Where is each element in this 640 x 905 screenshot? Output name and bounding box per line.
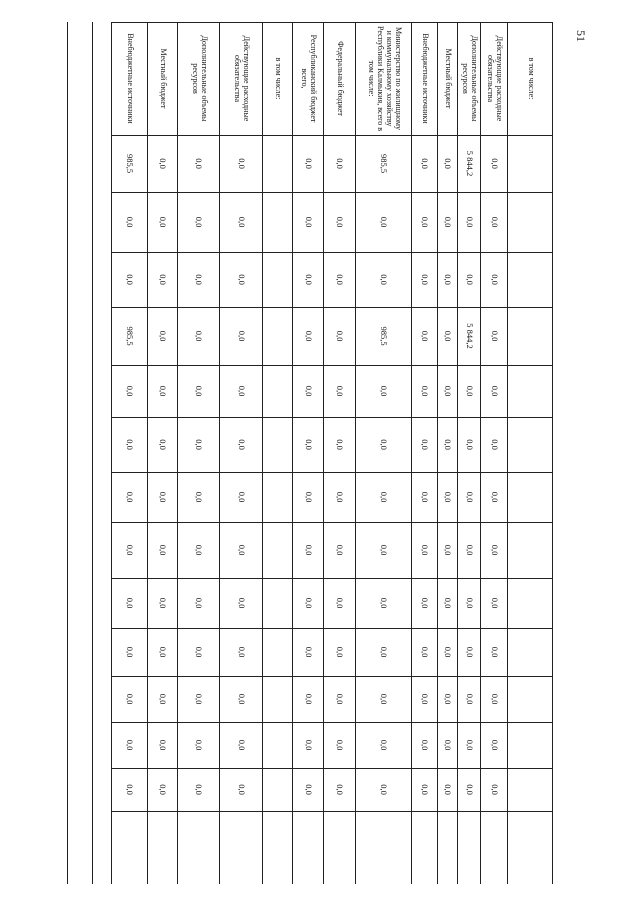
table-cell: 0,0 (236, 330, 247, 342)
table-edge-line (92, 22, 93, 884)
table-cell: 0,0 (335, 784, 346, 795)
table-cell: 0,0 (420, 330, 431, 342)
table-cell: 0,0 (303, 739, 314, 751)
table-cell: 0,0 (158, 274, 169, 285)
table-cell: 0,0 (420, 597, 431, 609)
row-label: Внебюджетные источники (421, 33, 431, 124)
table-cell: 0,0 (443, 385, 454, 397)
table-cell: 0,0 (125, 544, 136, 556)
table-cell: 0,0 (335, 216, 346, 228)
table-cell: 0,0 (335, 646, 346, 658)
table-cell: 0,0 (443, 693, 454, 705)
row-label: Местный бюджет (444, 48, 454, 109)
table-cell: 0,0 (464, 597, 475, 609)
table-cell: 0,0 (158, 544, 169, 556)
table-cell: 985,5 (125, 326, 136, 346)
table-cell: 0,0 (236, 158, 247, 169)
table-cell: 0,0 (236, 693, 247, 705)
table-cell: 0,0 (443, 491, 454, 503)
table-cell: 0,0 (335, 739, 346, 751)
table-cell: 0,0 (420, 158, 431, 169)
table-cell: 0,0 (379, 646, 390, 658)
row-label: Местный бюджет (159, 48, 169, 109)
table-cell: 0,0 (443, 739, 454, 751)
table-cell: 0,0 (194, 491, 205, 503)
table-cell: 0,0 (194, 274, 205, 285)
table-cell: 0,0 (158, 739, 169, 751)
table-cell: 0,0 (379, 439, 390, 450)
table-cell: 0,0 (379, 693, 390, 705)
table-cell: 0,0 (236, 597, 247, 609)
table-cell: 0,0 (125, 597, 136, 609)
table-cell: 0,0 (303, 385, 314, 397)
row-label: Внебюджетные источники (126, 33, 136, 124)
table-cell: 0,0 (236, 216, 247, 228)
table-cell: 0,0 (303, 597, 314, 609)
table-cell: 5 844,2 (464, 150, 475, 177)
table-cell: 0,0 (194, 439, 205, 450)
row-label: в том числе: (274, 57, 284, 100)
table-cell: 0,0 (236, 274, 247, 285)
table-cell: 0,0 (489, 385, 500, 397)
table-cell: 0,0 (125, 274, 136, 285)
table-cell: 0,0 (420, 544, 431, 556)
table-cell: 0,0 (335, 693, 346, 705)
table-cell: 0,0 (489, 784, 500, 795)
table-cell: 0,0 (194, 330, 205, 342)
table-cell: 0,0 (303, 491, 314, 503)
budget-table (67, 22, 553, 884)
table-cell: 0,0 (489, 739, 500, 751)
table-row-line (552, 22, 553, 884)
table-cell: 0,0 (379, 784, 390, 795)
table-cell: 0,0 (303, 646, 314, 658)
table-cell: 0,0 (194, 597, 205, 609)
table-cell: 0,0 (489, 597, 500, 609)
table-cell: 0,0 (443, 439, 454, 450)
table-cell: 0,0 (420, 385, 431, 397)
table-cell: 0,0 (303, 784, 314, 795)
table-cell: 0,0 (125, 784, 136, 795)
table-cell: 0,0 (303, 693, 314, 705)
table-cell: 0,0 (303, 544, 314, 556)
table-cell: 0,0 (194, 784, 205, 795)
table-cell: 0,0 (158, 693, 169, 705)
table-cell: 0,0 (303, 158, 314, 169)
table-cell: 0,0 (464, 784, 475, 795)
table-cell: 0,0 (158, 491, 169, 503)
table-cell: 0,0 (443, 274, 454, 285)
table-cell: 0,0 (379, 491, 390, 503)
row-label: Действующие расходные обязательства (486, 35, 505, 122)
table-cell: 0,0 (489, 330, 500, 342)
table-cell: 0,0 (443, 216, 454, 228)
table-cell: 0,0 (125, 693, 136, 705)
table-cell: 0,0 (335, 439, 346, 450)
table-cell: 0,0 (420, 739, 431, 751)
row-label: Федеральный бюджет (336, 41, 346, 116)
table-cell: 0,0 (379, 544, 390, 556)
table-cell: 0,0 (236, 544, 247, 556)
table-cell: 0,0 (464, 385, 475, 397)
table-column-line (112, 811, 553, 812)
table-cell: 0,0 (489, 216, 500, 228)
table-cell: 0,0 (335, 330, 346, 342)
table-cell: 0,0 (420, 274, 431, 285)
table-cell: 0,0 (489, 491, 500, 503)
table-cell: 0,0 (379, 597, 390, 609)
table-cell: 0,0 (420, 216, 431, 228)
row-label: Республиканский бюджет всего, (300, 34, 319, 123)
row-label: Министерство по жилищному и коммунальному хозяйству Республики Калмыкия, всего в том числе: (367, 25, 403, 132)
table-cell: 0,0 (420, 439, 431, 450)
table-cell: 0,0 (420, 491, 431, 503)
table-cell: 0,0 (125, 439, 136, 450)
table-cell: 0,0 (335, 158, 346, 169)
table-cell: 0,0 (335, 597, 346, 609)
table-cell: 0,0 (158, 158, 169, 169)
table-cell: 0,0 (443, 158, 454, 169)
table-cell: 0,0 (443, 544, 454, 556)
table-cell: 0,0 (125, 491, 136, 503)
table-cell: 0,0 (303, 439, 314, 450)
table-cell: 0,0 (194, 216, 205, 228)
table-cell: 0,0 (125, 385, 136, 397)
table-cell: 0,0 (236, 385, 247, 397)
table-cell: 0,0 (303, 216, 314, 228)
table-cell: 0,0 (158, 784, 169, 795)
row-label: Дополнительные объемы ресурсов (461, 35, 480, 122)
table-cell: 0,0 (194, 544, 205, 556)
table-cell: 0,0 (303, 274, 314, 285)
table-cell: 0,0 (158, 439, 169, 450)
table-cell: 0,0 (420, 784, 431, 795)
table-cell: 0,0 (194, 385, 205, 397)
table-cell: 0,0 (335, 274, 346, 285)
table-cell: 0,0 (158, 646, 169, 658)
table-cell: 985,5 (379, 153, 390, 174)
table-cell: 0,0 (489, 646, 500, 658)
table-cell: 0,0 (158, 597, 169, 609)
table-cell: 0,0 (158, 385, 169, 397)
table-cell: 0,0 (158, 216, 169, 228)
table-cell: 0,0 (420, 693, 431, 705)
table-cell: 0,0 (236, 646, 247, 658)
table-cell: 0,0 (379, 739, 390, 751)
table-cell: 0,0 (489, 274, 500, 285)
table-cell: 0,0 (335, 491, 346, 503)
table-cell: 0,0 (443, 330, 454, 342)
row-label: Дополнительные объемы ресурсов (191, 35, 209, 122)
table-cell: 0,0 (489, 544, 500, 556)
table-cell: 0,0 (489, 158, 500, 169)
table-edge-line (67, 22, 68, 884)
table-cell: 0,0 (379, 385, 390, 397)
table-cell: 0,0 (379, 216, 390, 228)
table-cell: 0,0 (443, 784, 454, 795)
table-cell: 985,5 (125, 153, 136, 174)
table-cell: 0,0 (125, 646, 136, 658)
table-cell: 985,5 (379, 326, 390, 346)
table-cell: 0,0 (443, 597, 454, 609)
table-cell: 0,0 (335, 385, 346, 397)
table-cell: 0,0 (489, 439, 500, 450)
page-number: 51 (574, 30, 589, 42)
table-cell: 0,0 (464, 216, 475, 228)
table-cell: 0,0 (194, 646, 205, 658)
table-cell: 0,0 (464, 274, 475, 285)
table-cell: 0,0 (303, 330, 314, 342)
table-cell: 0,0 (489, 693, 500, 705)
table-cell: 0,0 (125, 216, 136, 228)
table-cell: 0,0 (464, 491, 475, 503)
table-cell: 0,0 (236, 491, 247, 503)
table-cell: 0,0 (158, 330, 169, 342)
table-cell: 0,0 (125, 739, 136, 751)
table-cell: 0,0 (443, 646, 454, 658)
table-cell: 0,0 (236, 784, 247, 795)
table-cell: 0,0 (464, 693, 475, 705)
table-cell: 0,0 (464, 646, 475, 658)
table-cell: 0,0 (464, 544, 475, 556)
table-cell: 0,0 (379, 274, 390, 285)
table-cell: 0,0 (194, 693, 205, 705)
table-cell: 0,0 (194, 739, 205, 751)
table-cell: 0,0 (194, 158, 205, 169)
table-cell: 5 844,2 (464, 323, 475, 349)
table-cell: 0,0 (464, 739, 475, 751)
row-label: в том числе: (526, 57, 536, 100)
table-cell: 0,0 (335, 544, 346, 556)
table-cell: 0,0 (420, 646, 431, 658)
table-cell: 0,0 (464, 439, 475, 450)
row-label: Действующие расходные обязательства (233, 35, 252, 122)
table-cell: 0,0 (236, 739, 247, 751)
table-cell: 0,0 (236, 439, 247, 450)
